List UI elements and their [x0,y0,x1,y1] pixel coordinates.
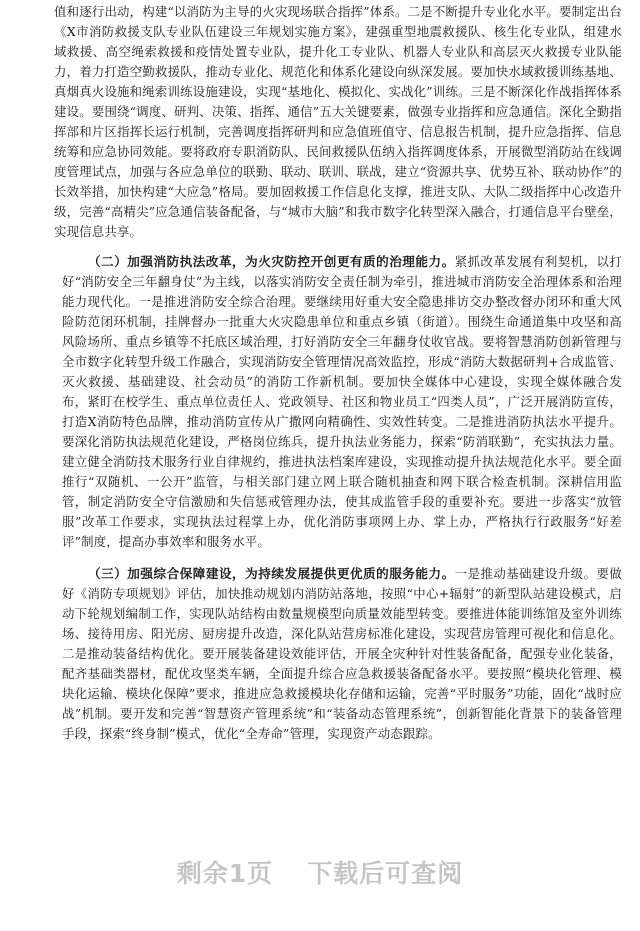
section-3-paragraph [62,564,622,744]
download-prompt-label[interactable]: 下载后可查阅 [307,859,464,888]
section-2-heading: （二）加强消防执法改革，为火灾防控开创更有质的治理能力。 [88,254,455,269]
download-banner[interactable] [0,854,640,890]
section-3-heading: （三）加强综合保障建设，为持续发展提供更优质的服务能力。 [88,566,455,581]
document-body [54,2,622,744]
section-2-body: 紧抓改革发展有利契机，以打好“消防安全三年翻身仗”为主线，以落实消防安全责任制为牵引，推进城市消防安全治理体系和治理能力现代化。一是推进消防安全综合治理。要继续用好重大安全隐患排访交办整改督办闭环和重大风险防范闭环机制，挂牌督办一批重大火灾隐患单位和重点乡镇（街道）。围绕生命通道集中攻坚和高风险场所、重点乡镇等不托底区域治理，打好消防安全三年翻身仗收官战。要将智慧消防创新管理与全市数字化转型升级工作融合，实现消防安全管理情况高效监控，形成“消防大数据研判+合成监管、灭火救援、基础建设、社会动员”的消防工作新机制。要加快全媒体中心建设，实现全媒体融合发布，紧盯在校学生、重点单位责任人、党政领导、社区和物业员工“四类人员”，广泛开展消防宣传，打造X消防特色品牌，推动消防宣传从广撒网向精确性、实效性转变。二是推进消防执法水平提升。要深化消防执法规范化建设，严格岗位练兵，提升执法业务能力，探索“防消联勤”，充实执法力量。建立健全消防技术服务行业自律规约，推进执法档案库建设，实现推动提升执法规范化水平。要全面推行“双随机、一公开”监管，与相关部门建立网上联合随机抽查和网下联合检查机制。深耕信用监管，制定消防安全守信激励和失信惩戒管理办法，使其成监管手段的重要补充。要进一步落实“放管服”改革工作要求，实现执法过程掌上办，优化消防事项网上办、掌上办，严格执行行政服务“好差评”制度，提高办事效率和服务水平。 [62,254,622,549]
paragraph-continued: 值和逐行出动，构建“以消防为主导的火灾现场联合指挥”体系。二是不断提升专业化水平。要制定出台《X市消防救援支队专业队伍建设三年规划实施方案》，建强重型地震救援队、核生化专业队，组建水域救援、高空绳索救援和疫情处置专业队，提升化工专业队、机器人专业队和高层灭火救援专业队能力，着力打造空勤救援队，推动专业化、规范化和体系化建设向纵深发展。要加快水域救援训练基地、真烟真火设施和绳索训练设施建设，实现“基地化、模拟化、实战化”训练。三是不断深化作战指挥体系建设。要围绕“调度、研判、决策、指挥、通信”五大关键要素，做强专业指挥和应急通信。深化全勤指挥部和片区指挥长运行机制，完善调度指挥研判和应急值班值守、信息报告机制，提升应急指挥、信息统筹和应急协同效能。要将政府专职消防队、民间救援队伍纳入指挥调度体系，开展微型消防站在线调度管理试点，加强与各应急单位的联勤、联动、联训、联战，建立“资源共享、优势互补、联动协作”的长效举措，加快构建“大应急”格局。要加固救援工作信息化支撑，推进支队、大队二级指挥中心改造升级，完善“高精尖”应急通信装备配备，与“城市大脑”和我市数字化转型深入融合，打通信息平台壁垒，实现信息共享。 [54,4,622,239]
section-3-body: 一是推动基础建设升级。要做好《消防专项规划》评估，加快推动规划内消防站落地，按照“中心+辐射”的新型队站建设模式，启动下轮规划编制工作，实现队站结构由数量规模型向质量效能型转变。要推进体能训练馆及室外训练场、接待用房、阳光房、厨房提升改造，深化队站营房标准化建设，实现营房管理可视化和信息化。二是推动装备结构优化。要开展装备建设效能评估，开展全灾种针对性装备配备，配强专业化装备，配齐基础类器材，配优攻坚类车辆，全面提升综合应急救援装备配备水平。要按照“模块化管理、模块化运输、模块化保障”要求，推进应急救援模块化存储和运输，完善“平时服务”功能，固化“战时应战”机制。要开发和完善“智慧资产管理系统”和“装备动态管理系统”，创新智能化背景下的装备管理手段，探索“终身制”模式，优化“全寿命”管理，实现资产动态跟踪。 [62,566,622,741]
remaining-pages-label: 剩余1页 [176,859,274,888]
section-2-paragraph [62,252,622,552]
